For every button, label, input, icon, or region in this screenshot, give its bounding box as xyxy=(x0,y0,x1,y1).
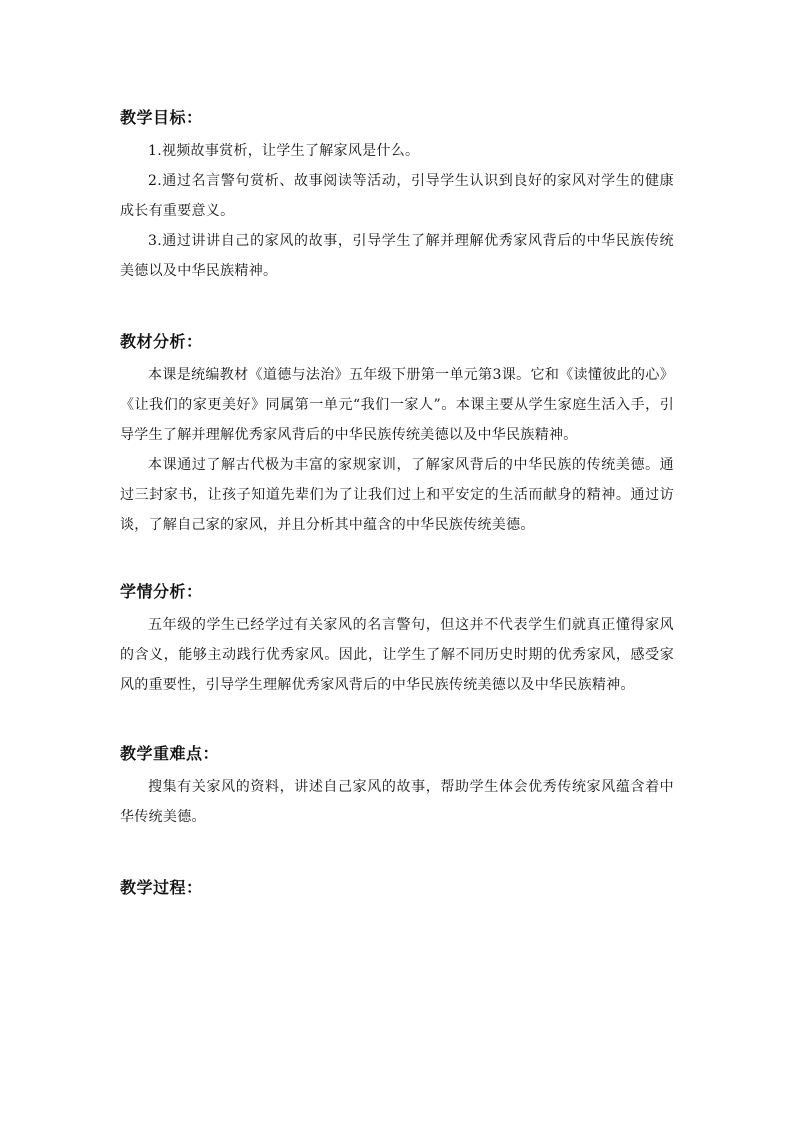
section-key-difficulties xyxy=(120,740,674,832)
spacer xyxy=(120,700,674,740)
section-heading: 学情分析： xyxy=(120,582,203,601)
paragraph: 搜集有关家风的资料，讲述自己家风的故事，帮助学生体会优秀传统家风蕴含着中华传统美德。 xyxy=(120,779,674,825)
spacer xyxy=(120,286,674,328)
section-heading: 教学重难点： xyxy=(120,744,220,763)
section-teaching-process xyxy=(120,874,674,902)
paragraph: 2.通过名言警句赏析、故事阅读等活动，引导学生认识到良好的家风对学生的健康成长有重要意义。 xyxy=(120,173,674,219)
spacer xyxy=(120,540,674,578)
section-heading: 教学过程： xyxy=(120,878,203,897)
section-heading: 教学目标： xyxy=(120,108,203,127)
section-heading: 教材分析： xyxy=(120,332,203,351)
section-material-analysis xyxy=(120,328,674,540)
paragraph: 五年级的学生已经学过有关家风的名言警句，但这并不代表学生们就真正懂得家风的含义，能够主动践行优秀家风。因此，让学生了解不同历史时期的优秀家风，感受家风的重要性，引导学生理解优秀家风背后的中华民族传统美德以及中华民族精神。 xyxy=(120,617,674,693)
document-body xyxy=(120,104,674,906)
paragraph: 3.通过讲讲自己的家风的故事，引导学生了解并理解优秀家风背后的中华民族传统美德以及中华民族精神。 xyxy=(120,233,674,279)
paragraph: 1.视频故事赏析，让学生了解家风是什么。 xyxy=(148,143,420,159)
section-student-analysis xyxy=(120,578,674,700)
spacer xyxy=(120,832,674,874)
section-teaching-goals xyxy=(120,104,674,286)
paragraph: 本课是统编教材《道德与法治》五年级下册第一单元第3课。它和《读懂彼此的心》《让我们的家更美好》同属第一单元“我们一家人”。本课主要从学生家庭生活入手，引导学生了解并理解优秀家风背后的中华民族传统美德以及中华民族精神。 xyxy=(120,367,674,443)
paragraph: 本课通过了解古代极为丰富的家规家训，了解家风背后的中华民族的传统美德。通过三封家书，让孩子知道先辈们为了让我们过上和平安定的生活而献身的精神。通过访谈，了解自己家的家风，并且分析其中蕴含的中华民族传统美德。 xyxy=(120,457,674,533)
